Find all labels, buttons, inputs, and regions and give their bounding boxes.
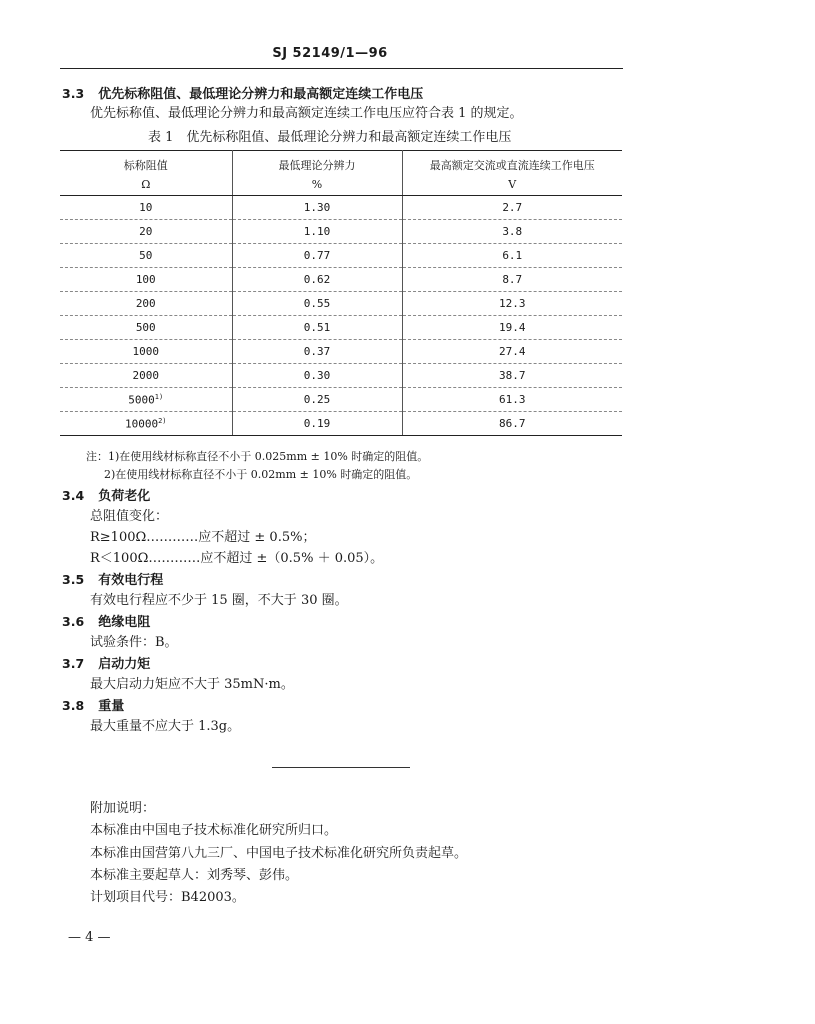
resistance-value: 500 xyxy=(135,321,156,334)
table-row xyxy=(60,388,622,412)
resistance-value: 50 xyxy=(139,249,153,262)
section-title: 重量 xyxy=(98,699,125,714)
table-note-2: 2)在使用线材标称直径不小于 0.02mm ± 10% 时确定的阻值。 xyxy=(104,468,418,481)
cell-resistance xyxy=(60,364,232,388)
cell-resistance xyxy=(60,244,232,268)
cell-voltage: 3.8 xyxy=(402,220,622,244)
section-3-8-body: 最大重量不应大于 1.3g。 xyxy=(90,719,241,734)
section-number: 3.8 xyxy=(62,698,85,713)
table-row xyxy=(60,220,622,244)
appendix-line-4: 计划项目代号：B42003。 xyxy=(90,890,245,905)
cell-voltage: 86.7 xyxy=(402,412,622,436)
cell-resistance xyxy=(60,292,232,316)
cell-resistance xyxy=(60,196,232,220)
section-3-4-line3: R＜100Ω…………应不超过 ±（0.5% ＋ 0.05）。 xyxy=(90,551,384,566)
header-voltage: 最高额定交流或直流连续工作电压 xyxy=(429,159,595,172)
section-number: 3.6 xyxy=(62,614,85,629)
cell-resistance xyxy=(60,340,232,364)
cell-resistance xyxy=(60,412,232,436)
resistance-value: 10000 xyxy=(124,417,159,431)
cell-voltage: 19.4 xyxy=(402,316,622,340)
section-divider xyxy=(272,767,410,768)
appendix-line-1: 本标准由中国电子技术标准化研究所归口。 xyxy=(90,823,338,838)
cell-voltage: 61.3 xyxy=(402,388,622,412)
cell-resistance xyxy=(60,220,232,244)
section-3-3-body: 优先标称值、最低理论分辨力和最高额定连续工作电压应符合表 1 的规定。 xyxy=(90,106,523,121)
section-title: 绝缘电阻 xyxy=(98,615,151,630)
section-title: 有效电行程 xyxy=(98,573,164,588)
cell-voltage: 2.7 xyxy=(402,196,622,220)
resistance-value: 1000 xyxy=(132,345,159,358)
header-resolution: 最低理论分辨力 xyxy=(232,151,402,174)
appendix-line-3: 本标准主要起草人：刘秀琴、彭伟。 xyxy=(90,868,299,883)
table-row xyxy=(60,340,622,364)
section-3-7-heading xyxy=(62,655,150,674)
table-row xyxy=(60,268,622,292)
section-title: 负荷老化 xyxy=(98,489,151,504)
resistance-value: 10 xyxy=(139,201,153,214)
table-row xyxy=(60,412,622,436)
cell-resolution: 0.19 xyxy=(232,412,402,436)
table-caption: 表 1 优先标称阻值、最低理论分辨力和最高额定连续工作电压 xyxy=(148,130,512,145)
appendix-title: 附加说明： xyxy=(90,801,156,816)
cell-resistance xyxy=(60,268,232,292)
resistance-value: 100 xyxy=(135,273,156,286)
cell-resolution: 0.55 xyxy=(232,292,402,316)
section-3-5-body: 有效电行程应不少于 15 圈，不大于 30 圈。 xyxy=(90,593,348,608)
cell-voltage: 12.3 xyxy=(402,292,622,316)
section-3-7-body: 最大启动力矩应不大于 35mN·m。 xyxy=(90,677,294,692)
cell-resolution: 0.37 xyxy=(232,340,402,364)
section-3-6-heading xyxy=(62,613,150,632)
section-number: 3.3 xyxy=(62,86,85,101)
cell-voltage: 38.7 xyxy=(402,364,622,388)
table-row xyxy=(60,364,622,388)
resistance-value: 200 xyxy=(135,297,156,310)
header-resolution-unit: % xyxy=(232,173,402,196)
section-number: 3.4 xyxy=(62,488,85,503)
note-mark: 2) xyxy=(158,416,167,425)
section-3-5-heading xyxy=(62,571,163,590)
resistance-value: 2000 xyxy=(132,369,159,382)
note-mark: 1) xyxy=(154,392,164,401)
cell-voltage: 27.4 xyxy=(402,340,622,364)
cell-resolution: 0.51 xyxy=(232,316,402,340)
table-note-1: 注：1)在使用线材标称直径不小于 0.025mm ± 10% 时确定的阻值。 xyxy=(86,450,429,463)
section-number: 3.5 xyxy=(62,572,85,587)
document-code: SJ 52149/1—96 xyxy=(272,46,388,61)
cell-resolution: 1.10 xyxy=(232,220,402,244)
section-title: 优先标称阻值、最低理论分辨力和最高额定连续工作电压 xyxy=(98,87,424,102)
cell-resistance xyxy=(60,316,232,340)
cell-resistance xyxy=(60,388,232,412)
header-resistance: 标称阻值 xyxy=(60,151,232,174)
table-row xyxy=(60,316,622,340)
resistance-value: 5000 xyxy=(128,393,155,407)
cell-resolution: 1.30 xyxy=(232,196,402,220)
resistance-value: 20 xyxy=(139,225,153,238)
cell-resolution: 0.30 xyxy=(232,364,402,388)
header-rule xyxy=(60,68,623,69)
section-3-8-heading xyxy=(62,697,124,716)
cell-voltage: 6.1 xyxy=(402,244,622,268)
section-number: 3.7 xyxy=(62,656,85,671)
section-3-4-line2: R≥100Ω…………应不超过 ± 0.5%； xyxy=(90,530,316,545)
cell-resolution: 0.62 xyxy=(232,268,402,292)
page-number: — 4 — xyxy=(68,930,111,945)
cell-resolution: 0.77 xyxy=(232,244,402,268)
section-title: 启动力矩 xyxy=(98,657,151,672)
appendix-line-2: 本标准由国营第八九三厂、中国电子技术标准化研究所负责起草。 xyxy=(90,846,468,861)
section-3-6-body: 试验条件：B。 xyxy=(90,635,178,650)
cell-voltage: 8.7 xyxy=(402,268,622,292)
table-1 xyxy=(60,150,622,436)
header-voltage-unit: V xyxy=(402,173,622,196)
section-3-3-heading xyxy=(62,85,423,104)
table-row xyxy=(60,244,622,268)
header-resistance-unit: Ω xyxy=(60,173,232,196)
section-3-4-line1: 总阻值变化： xyxy=(90,509,169,524)
table-row xyxy=(60,196,622,220)
cell-resolution: 0.25 xyxy=(232,388,402,412)
table-row xyxy=(60,292,622,316)
section-3-4-heading xyxy=(62,487,150,506)
